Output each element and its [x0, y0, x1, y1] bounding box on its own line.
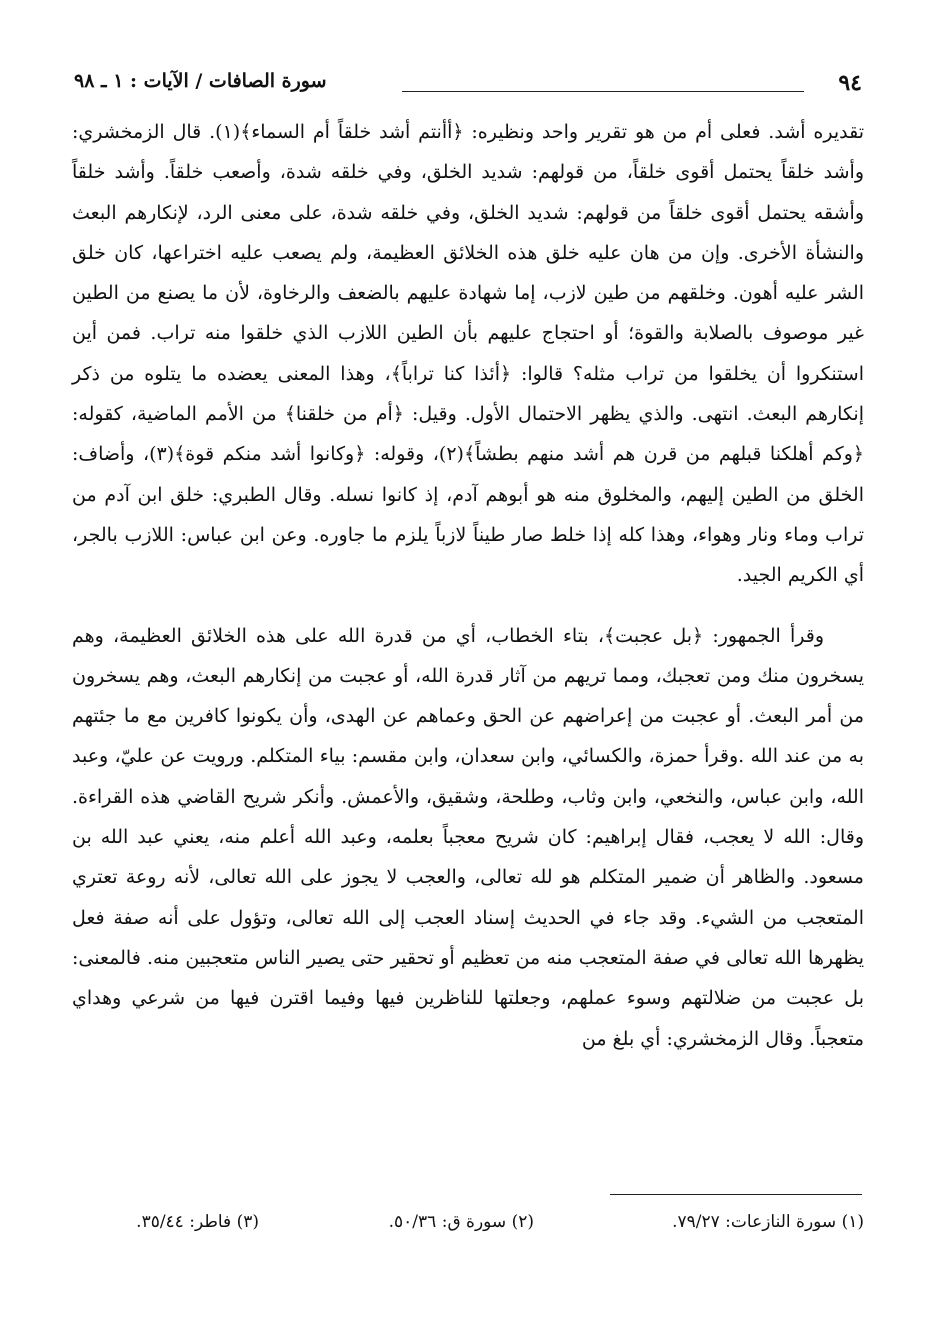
footnote-3: (٣) فاطر: ٣٥/٤٤.: [136, 1212, 259, 1232]
footnotes: [80, 1210, 864, 1250]
page-header: [72, 64, 864, 104]
paragraph-2: وقرأ الجمهور: ﴿بل عجبت﴾، بتاء الخطاب، أي من قدرة الله على هذه الخلائق العظيمة، وهم يسخرون منك ومن تعجبك، ومما تريهم من آثار قدرة الله، أو عجبت من إنكارهم البعث، وهم يسخرون من أمر البعث. أو عجبت من إعراضهم عن الحق وعماهم عن الهدى، وأن يكونوا كافرين مع ما جئتهم به من عند الله .وقرأ حمزة، والكسائي، وابن سعدان، وابن مقسم: بياء المتكلم. ورويت عن عليّ، وعبد الله، وابن عباس، والنخعي، وابن وثاب، وطلحة، وشقيق، والأعمش. وأنكر شريح القاضي هذه القراءة. وقال: الله لا يعجب، فقال إبراهيم: كان شريح معجباً بعلمه، وعبد الله أعلم منه، يعني عبد الله بن مسعود. والظاهر أن ضمير المتكلم هو لله تعالى، والعجب لا يجوز على الله تعالى، لأنه روعة تعتري المتعجب من الشيء. وقد جاء في الحديث إسناد العجب إلى الله تعالى، وتؤول على أنه صفة فعل يظهرها الله تعالى في صفة المتعجب منه من تعظيم أو تحقير حتى يصير الناس متعجبين منه. فالمعنى: بل عجبت من ضلالتهم وسوء عملهم، وجعلتها للناظرين فيها وفيما اقترن فيها من شرعي وهداي متعجباً. وقال الزمخشري: أي بلغ من: [72, 624, 864, 1050]
header-rule: [402, 91, 804, 92]
running-title: سورة الصافات / الآيات : ١ ـ ٩٨: [74, 70, 327, 92]
main-text: [72, 112, 864, 1059]
footnote-1: (١) سورة النازعات: ٧٩/٢٧.: [672, 1212, 864, 1232]
page-number: ٩٤: [838, 70, 862, 96]
paragraph-1: تقديره أشد. فعلى أم من هو تقرير واحد ونظيره: ﴿أأنتم أشد خلقاً أم السماء﴾(١). قال الزمخشري: وأشد خلقاً يحتمل أقوى خلقاً، من قولهم: شديد الخلق، وفي خلقه شدة، وأصعب خلقاً. وأشد خلقاً وأشقه يحتمل أقوى خلقاً من قولهم: شديد الخلق، وفي خلقه شدة، على معنى الرد، لإنكارهم البعث والنشأة الأخرى. وإن من هان عليه خلق هذه الخلائق العظيمة، ولم يصعب عليه اختراعها، كان خلق الشر عليه أهون. وخلقهم من طين لازب، إما شهادة عليهم بالضعف والرخاوة، لأن ما يصنع من الطين غير موصوف بالصلابة والقوة؛ أو احتجاج عليهم بأن الطين اللازب الذي خلقوا منه تراب. فمن أين استنكروا أن يخلقوا من تراب مثله؟ قالوا: ﴿أئذا كنا تراباً﴾، وهذا المعنى يعضده ما يتلوه من ذكر إنكارهم البعث. انتهى. والذي يظهر الاحتمال الأول. وقيل: ﴿أم من خلقنا﴾ من الأمم الماضية، كقوله: ﴿وكم أهلكنا قبلهم من قرن هم أشد منهم بطشاً﴾(٢)، وقوله: ﴿وكانوا أشد منكم قوة﴾(٣)، وأضاف: الخلق من الطين إليهم، والمخلوق منه هو أبوهم آدم، إذ كانوا نسله. وقال الطبري: خلق ابن آدم من تراب وماء ونار وهواء، وهذا كله إذا خلط صار طيناً لازباً يلزم ما جاوره. وعن ابن عباس: اللازب بالجر، أي الكريم الجيد.: [72, 121, 864, 587]
footnote-2: (٢) سورة ق: ٥٠/٣٦.: [388, 1212, 534, 1232]
footnote-rule: [610, 1194, 862, 1195]
